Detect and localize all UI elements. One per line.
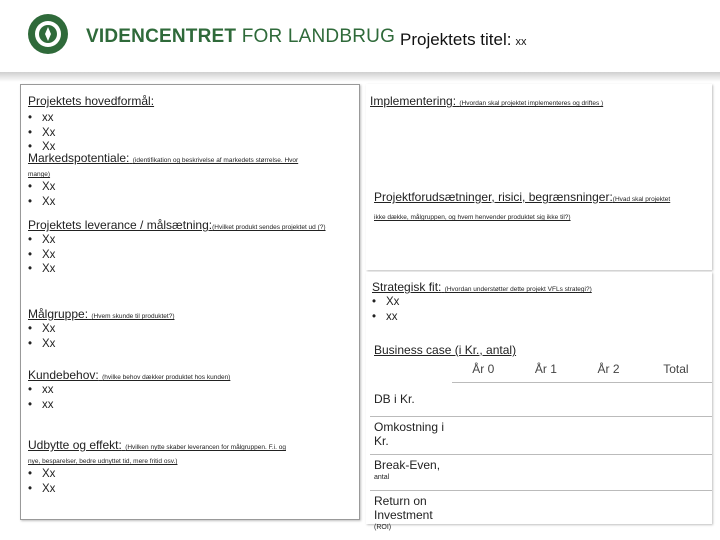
malgruppe-list: [28, 322, 174, 351]
malgruppe-title: [28, 307, 174, 321]
table-row: [370, 454, 712, 490]
udbytte-title: [28, 438, 286, 452]
section-implementering: [370, 94, 603, 108]
row-label: [370, 454, 452, 490]
page-title: [400, 30, 527, 50]
strategisk-list: [372, 295, 592, 324]
row-label-text: DB i Kr.: [374, 392, 415, 406]
section-forudsaetninger: [374, 190, 670, 222]
list-item: • xx: [28, 398, 230, 413]
implementering-label: Implementering:: [370, 94, 457, 108]
logo-seal-icon: [20, 12, 76, 56]
table-cell[interactable]: [577, 490, 640, 536]
udbytte-hint-2: nye, besparelser, bedre udnyttet tid, mere fritid osv.): [28, 458, 178, 465]
leverance-list: [28, 233, 326, 277]
list-item: • Xx: [28, 262, 326, 277]
table-cell[interactable]: [577, 416, 640, 454]
strategisk-title: [372, 280, 592, 294]
strategisk-label: Strategisk fit:: [372, 280, 442, 294]
table-row: [370, 416, 712, 454]
list-item: • Xx: [28, 322, 174, 337]
table-cell[interactable]: [640, 490, 712, 536]
hovedformal-title: Projektets hovedformål:: [28, 94, 155, 108]
row-label-text: Omkostning i Kr.: [374, 419, 445, 448]
table-cell[interactable]: [515, 382, 578, 416]
table-cell[interactable]: [452, 382, 515, 416]
section-udbytte: [28, 438, 286, 496]
column-header: År 1: [534, 362, 557, 376]
list-item: • Xx: [28, 467, 286, 482]
list-item: • Xx: [28, 180, 298, 195]
kundebehov-title: [28, 368, 230, 382]
table-cell[interactable]: [515, 454, 578, 490]
implementering-hint: (Hvordan skal projektet implementeres og driftes ): [459, 100, 604, 107]
list-item: • Xx: [28, 233, 326, 248]
hovedformal-list: [28, 111, 154, 155]
page-title-value: xx: [515, 36, 527, 48]
markedspotentiale-hint: (identifikation og beskrivelse af markedets størrelse. Hvor: [132, 157, 299, 164]
forudsaetninger-hint: (Hvad skal projektet: [612, 196, 671, 203]
leverance-title: [28, 218, 326, 232]
list-item: • xx: [28, 383, 230, 398]
business-case-table: [370, 358, 712, 536]
row-label: [370, 490, 452, 536]
udbytte-label: Udbytte og effekt:: [28, 438, 122, 452]
markedspotentiale-title: [28, 151, 298, 165]
table-row: [370, 490, 712, 536]
table-cell[interactable]: [452, 490, 515, 536]
list-item: • Xx: [28, 248, 326, 263]
brand-name: [86, 26, 395, 48]
strategisk-hint: (Hvordan understøtter dette projekt VFLs strategi?): [444, 286, 592, 293]
list-item: • Xx: [28, 195, 298, 210]
header: [0, 0, 720, 76]
row-label: [370, 382, 452, 416]
section-markedspotentiale: [28, 151, 298, 209]
table-cell[interactable]: [640, 416, 712, 454]
row-label-text: Return on Investment: [374, 493, 433, 522]
section-malgruppe: [28, 307, 174, 351]
markedspotentiale-list: [28, 180, 298, 209]
malgruppe-label: Målgruppe:: [28, 307, 89, 321]
business-case-title: Business case (i Kr., antal): [374, 343, 517, 357]
column-header: År 0: [472, 362, 495, 376]
right-top-panel: [366, 84, 712, 270]
row-sublabel: antal: [374, 473, 390, 481]
forudsaetninger-title: [374, 190, 670, 204]
kundebehov-hint: (hvilke behov dækker produktet hos kunden): [102, 374, 231, 381]
leverance-hint: (Hvilket produkt sendes projektet ud (?): [212, 224, 326, 231]
forudsaetninger-label: Projektforudsætninger, risici, begrænsninger:: [374, 190, 613, 204]
table-cell[interactable]: [452, 454, 515, 490]
implementering-title: [370, 94, 603, 108]
kundebehov-list: [28, 383, 230, 412]
row-label: [370, 416, 452, 454]
table-cell[interactable]: [640, 454, 712, 490]
corner-cell: [370, 358, 452, 382]
column-header: År 2: [597, 362, 620, 376]
list-item: • Xx: [28, 126, 154, 141]
row-sublabel: (ROI): [374, 523, 392, 531]
section-leverance: [28, 218, 326, 277]
list-item: • Xx: [372, 295, 592, 310]
row-label-text: Break-Even,: [374, 457, 441, 472]
table-cell[interactable]: [515, 490, 578, 536]
table-row: [370, 382, 712, 416]
table-cell[interactable]: [577, 382, 640, 416]
list-item: • Xx: [28, 482, 286, 497]
table-cell[interactable]: [640, 382, 712, 416]
markedspotentiale-label: Markedspotentiale:: [28, 151, 130, 165]
list-item: • xx: [372, 310, 592, 325]
udbytte-hint: (Hvilken nytte skaber leverancen for målgruppen. F.i. og: [125, 444, 286, 451]
table-cell[interactable]: [515, 416, 578, 454]
list-item: • xx: [28, 111, 154, 126]
list-item: • Xx: [28, 140, 154, 155]
table-cell[interactable]: [452, 416, 515, 454]
brand-bold: VIDENCENTRET: [86, 26, 237, 47]
malgruppe-hint: (Hvem skunde til produktet?): [91, 313, 175, 320]
forudsaetninger-hint-2: ikke dække, målgruppen, og hvem henvender produktet sig ikke til?): [374, 214, 571, 221]
brand-light: FOR LANDBRUG: [241, 26, 396, 47]
table-cell[interactable]: [577, 454, 640, 490]
list-item: • Xx: [28, 337, 174, 352]
column-header: Total: [663, 362, 689, 376]
udbytte-list: [28, 467, 286, 496]
section-strategisk: [372, 280, 592, 324]
section-kundebehov: [28, 368, 230, 412]
markedspotentiale-hint-2: mange): [28, 171, 51, 178]
leverance-label: Projektets leverance / målsætning:: [28, 218, 213, 232]
page-title-label: Projektets titel:: [400, 30, 512, 49]
header-divider: [0, 72, 720, 82]
kundebehov-label: Kundebehov:: [28, 368, 99, 382]
section-hovedformal: [28, 94, 154, 155]
